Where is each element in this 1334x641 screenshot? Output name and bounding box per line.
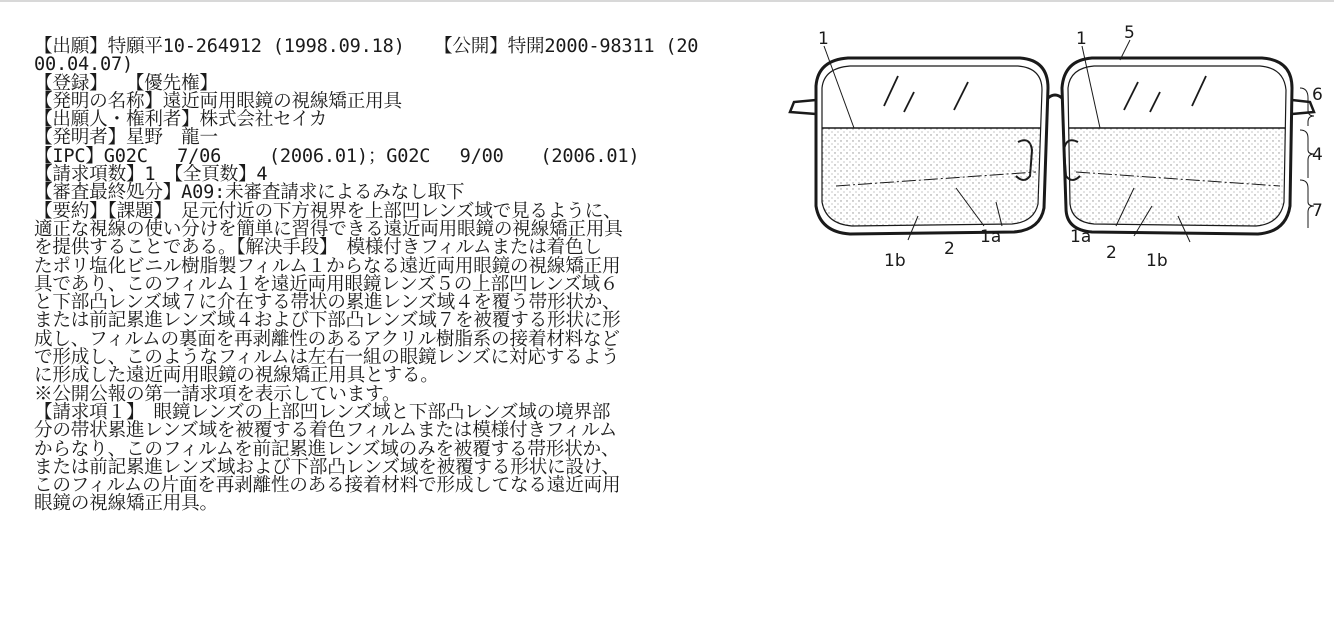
label-film-left: 1 xyxy=(818,29,829,49)
text-line: このフィルムの片面を再剥離性のある接着材料で形成してなる遠近両用 xyxy=(34,475,621,497)
text-line: からなり、このフィルムを前記累進レンズ域のみを被覆する帯形状か、 xyxy=(34,438,620,460)
text-line: に形成した遠近両用眼鏡の視線矯正用具とする。 xyxy=(34,365,439,387)
label-lens: 5 xyxy=(1124,23,1135,43)
text-line: 具であり、このフィルム１を遠近両用眼鏡レンズ５の上部凹レンズ域６ xyxy=(34,273,619,295)
top-border-line xyxy=(0,0,1334,2)
label-boundary-right: 1a xyxy=(1070,227,1092,247)
text-line: を提供することである。【解決手段】 模様付きフィルムまたは着色し xyxy=(34,237,602,259)
text-line: 【発明者】星野 龍一 xyxy=(34,127,218,149)
eyeglasses-svg xyxy=(780,23,1323,276)
label-progressive-zone: 4 xyxy=(1312,145,1323,165)
bridge xyxy=(1048,95,1062,98)
label-lower-zone: 7 xyxy=(1312,201,1323,221)
text-line: または前記累進レンズ域４および下部凸レンズ域７を被覆する形状に形 xyxy=(34,310,621,332)
text-line: たポリ塩化ビニル樹脂製フィルム１からなる遠近両用眼鏡の視線矯正用 xyxy=(34,255,621,277)
text-line: 適正な視線の使い分けを簡単に習得できる遠近両用眼鏡の視線矯正用具 xyxy=(34,218,623,240)
label-boundary-left: 1a xyxy=(980,227,1002,247)
label-line-right: 2 xyxy=(1106,243,1117,263)
text-line: 【請求項数】1 【全頁数】4 xyxy=(34,164,268,186)
label-line-left: 2 xyxy=(944,239,955,259)
text-line: 【発明の名称】遠近両用眼鏡の視線矯正用具 xyxy=(34,90,402,112)
label-film-right: 1 xyxy=(1076,29,1087,49)
text-line: 00.04.07) xyxy=(34,54,133,76)
text-line: 【請求項１】 眼鏡レンズの上部凹レンズ域と下部凸レンズ域の境界部 xyxy=(34,401,611,423)
text-line: で形成し、このようなフィルムは左右一組の眼鏡レンズに対応するよう xyxy=(34,347,620,369)
film-left xyxy=(810,128,1050,238)
label-bottom-right: 1b xyxy=(1146,251,1168,271)
text-line: 【審査最終処分】A09:未審査請求によるみなし取下 xyxy=(34,182,465,204)
reflection-marks xyxy=(884,76,1206,112)
text-line: 【出願人・権利者】株式会社セイカ xyxy=(34,109,328,131)
patent-bibliographic-text xyxy=(34,38,769,514)
text-line: 成し、フィルムの裏面を再剥離性のあるアクリル樹脂系の接着材料など xyxy=(34,328,620,350)
text-line: 【出願】特願平10-264912 (1998.09.18) 【公開】特開2000-98311 (20 xyxy=(34,36,699,57)
text-line: 分の帯状累進レンズ域を被覆する着色フィルムまたは模様付きフィルム xyxy=(34,420,618,442)
patent-drawing-eyeglasses xyxy=(780,23,1323,276)
text-line: 【登録】 【優先権】 xyxy=(34,72,218,94)
label-upper-zone: 6 xyxy=(1312,85,1323,105)
text-line: 【要約】【課題】 足元付近の下方視界を上部凹レンズ域で見るように、 xyxy=(34,200,622,222)
text-line: 【IPC】G02C 7/06 (2006.01)；G02C 9/00 (2006.01) xyxy=(34,145,640,167)
label-bottom-left: 1b xyxy=(884,251,906,271)
text-line: 眼鏡の視線矯正用具。 xyxy=(34,493,218,515)
temple-left xyxy=(790,100,816,114)
text-line: ※公開公報の第一請求項を表示しています。 xyxy=(34,383,401,405)
temple-right xyxy=(1292,100,1314,114)
text-line: または前記累進レンズ域および下部凸レンズ域を被覆する形状に設け、 xyxy=(34,456,620,478)
text-line: と下部凸レンズ域７に介在する帯状の累進レンズ域４を覆う帯形状か、 xyxy=(34,292,621,314)
